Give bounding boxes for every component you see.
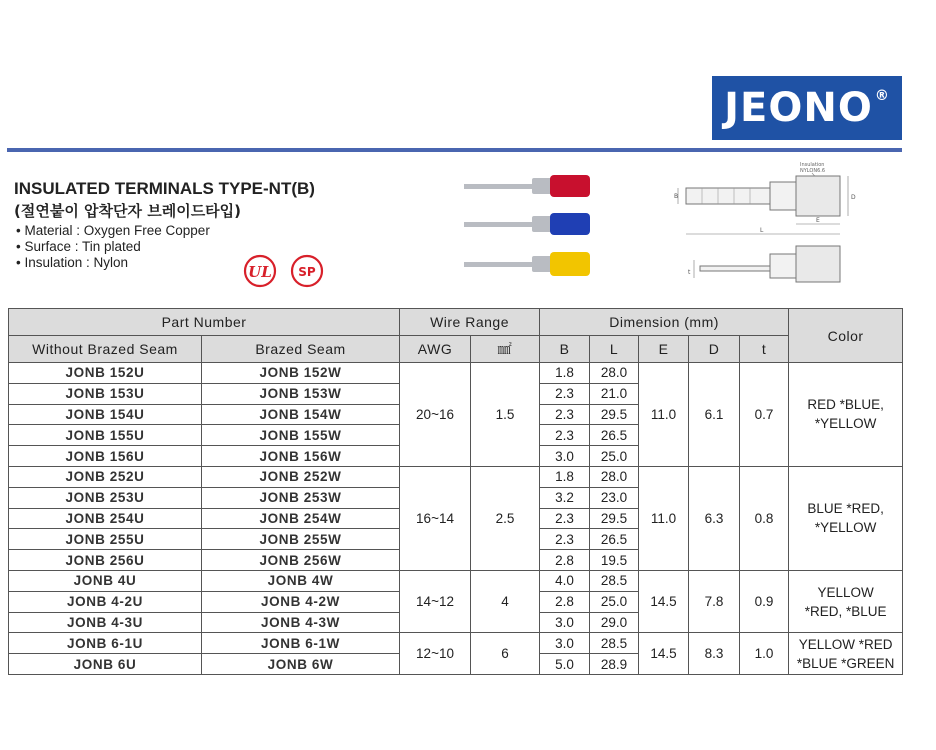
- color-line: YELLOW *RED: [798, 636, 893, 652]
- part-without-seam: JONB 256U: [9, 550, 202, 571]
- yellow-terminal-icon: [464, 252, 590, 276]
- part-without-seam: JONB 252U: [9, 466, 202, 487]
- part-without-seam: JONB 255U: [9, 529, 202, 550]
- header-b: B: [540, 336, 590, 363]
- awg-cell: 12~10: [400, 633, 471, 675]
- part-brazed-seam: JONB 155W: [202, 425, 400, 446]
- part-brazed-seam: JONB 256W: [202, 550, 400, 571]
- dim-l-cell: 29.5: [590, 508, 639, 529]
- part-without-seam: JONB 6-1U: [9, 633, 202, 654]
- part-without-seam: JONB 253U: [9, 487, 202, 508]
- part-without-seam: JONB 153U: [9, 383, 202, 404]
- table-row: [9, 466, 903, 487]
- part-without-seam: JONB 4U: [9, 570, 202, 591]
- brand-name: JEONO: [724, 85, 873, 131]
- spec-surface: • Surface : Tin plated: [16, 239, 210, 255]
- dim-l-cell: 21.0: [590, 383, 639, 404]
- brand-logo: [712, 76, 902, 140]
- header-mm2: ㎟: [471, 336, 540, 363]
- dim-b-cell: 3.0: [540, 612, 590, 633]
- dim-e-label: E: [816, 217, 820, 224]
- dim-e-cell: 14.5: [639, 633, 689, 675]
- dim-b-cell: 5.0: [540, 654, 590, 675]
- dim-b-cell: 2.3: [540, 508, 590, 529]
- part-brazed-seam: JONB 156W: [202, 446, 400, 467]
- mm2-cell: 6: [471, 633, 540, 675]
- dim-l-cell: 28.0: [590, 363, 639, 384]
- part-brazed-seam: JONB 4-2W: [202, 591, 400, 612]
- color-line: *BLUE *GREEN: [796, 655, 895, 671]
- header-rule: [7, 148, 902, 152]
- color-line: *YELLOW: [814, 520, 877, 536]
- part-brazed-seam: JONB 253W: [202, 487, 400, 508]
- terminal-photos: [462, 172, 602, 280]
- page-subtitle: (절연붙이 압착단자 브레이드타입): [14, 202, 242, 220]
- dim-l-cell: 29.5: [590, 404, 639, 425]
- dim-e-cell: 11.0: [639, 363, 689, 467]
- header-l: L: [590, 336, 639, 363]
- dim-b-cell: 3.2: [540, 487, 590, 508]
- header-e: E: [639, 336, 689, 363]
- table-row: [9, 570, 903, 591]
- color-cell: [789, 363, 903, 467]
- header-part-number: Part Number: [9, 309, 400, 336]
- part-without-seam: JONB 4-2U: [9, 591, 202, 612]
- color-line: *RED, *BLUE: [804, 603, 887, 619]
- dim-l-cell: 26.5: [590, 425, 639, 446]
- dim-b-cell: 4.0: [540, 570, 590, 591]
- dim-l-cell: 26.5: [590, 529, 639, 550]
- nylon-label: NYLON6.6: [800, 168, 826, 174]
- dim-t-label: t: [688, 269, 691, 276]
- table-row: [9, 633, 903, 654]
- dim-b-cell: 2.3: [540, 404, 590, 425]
- header-d: D: [689, 336, 740, 363]
- header-t: t: [740, 336, 789, 363]
- header-dimension: Dimension (mm): [540, 309, 789, 336]
- spec-material: • Material : Oxygen Free Copper: [16, 223, 210, 239]
- dim-b-label: B: [674, 193, 679, 200]
- dim-l-cell: 25.0: [590, 591, 639, 612]
- dim-b-cell: 3.0: [540, 446, 590, 467]
- header-color: Color: [789, 309, 903, 363]
- part-without-seam: JONB 156U: [9, 446, 202, 467]
- page-title: INSULATED TERMINALS TYPE-NT(B): [14, 179, 315, 198]
- dim-l-cell: 25.0: [590, 446, 639, 467]
- dim-b-cell: 2.8: [540, 591, 590, 612]
- registered-mark: ®: [874, 88, 890, 104]
- ul-certification-icon: [243, 254, 277, 288]
- part-without-seam: JONB 6U: [9, 654, 202, 675]
- part-brazed-seam: JONB 4-3W: [202, 612, 400, 633]
- color-line: RED *BLUE,: [807, 397, 884, 413]
- dim-b-cell: 2.3: [540, 529, 590, 550]
- part-brazed-seam: JONB 153W: [202, 383, 400, 404]
- color-line: BLUE *RED,: [807, 501, 884, 517]
- dim-l-cell: 19.5: [590, 550, 639, 571]
- awg-cell: 16~14: [400, 466, 471, 570]
- part-brazed-seam: JONB 154W: [202, 404, 400, 425]
- part-brazed-seam: JONB 254W: [202, 508, 400, 529]
- dim-e-cell: 14.5: [639, 570, 689, 632]
- red-terminal-icon: [464, 175, 590, 197]
- color-cell: [789, 570, 903, 632]
- dim-t-cell: 1.0: [740, 633, 789, 675]
- awg-cell: 20~16: [400, 363, 471, 467]
- dim-d-cell: 6.3: [689, 466, 740, 570]
- color-line: YELLOW: [817, 584, 874, 600]
- part-without-seam: JONB 4-3U: [9, 612, 202, 633]
- dim-b-cell: 1.8: [540, 363, 590, 384]
- ul-mark-text: UL: [248, 263, 272, 281]
- dim-l-cell: 28.5: [590, 570, 639, 591]
- header-wire-range: Wire Range: [400, 309, 540, 336]
- dim-l-label: L: [760, 227, 764, 234]
- part-brazed-seam: JONB 252W: [202, 466, 400, 487]
- dim-b-cell: 2.8: [540, 550, 590, 571]
- part-brazed-seam: JONB 6-1W: [202, 633, 400, 654]
- dim-d-cell: 7.8: [689, 570, 740, 632]
- dim-e-cell: 11.0: [639, 466, 689, 570]
- dimension-drawing: [672, 160, 872, 290]
- color-cell: [789, 633, 903, 675]
- dim-l-cell: 29.0: [590, 612, 639, 633]
- dim-t-cell: 0.8: [740, 466, 789, 570]
- part-brazed-seam: JONB 255W: [202, 529, 400, 550]
- dim-b-cell: 3.0: [540, 633, 590, 654]
- part-without-seam: JONB 254U: [9, 508, 202, 529]
- table-row: [9, 363, 903, 384]
- dim-l-cell: 28.0: [590, 466, 639, 487]
- dim-d-label: D: [851, 194, 856, 201]
- csa-mark-text: SP: [298, 265, 316, 279]
- mm2-cell: 4: [471, 570, 540, 632]
- blue-terminal-icon: [464, 213, 590, 235]
- mm2-cell: 1.5: [471, 363, 540, 467]
- color-cell: [789, 466, 903, 570]
- mm2-cell: 2.5: [471, 466, 540, 570]
- dim-t-cell: 0.9: [740, 570, 789, 632]
- dim-t-cell: 0.7: [740, 363, 789, 467]
- awg-cell: 14~12: [400, 570, 471, 632]
- dim-d-cell: 6.1: [689, 363, 740, 467]
- terminal-spec-table: [8, 308, 903, 675]
- dim-b-cell: 2.3: [540, 383, 590, 404]
- insulation-label: Insulation: [800, 162, 825, 168]
- header-brazed-seam: Brazed Seam: [202, 336, 400, 363]
- dim-l-cell: 28.9: [590, 654, 639, 675]
- part-without-seam: JONB 154U: [9, 404, 202, 425]
- header-awg: AWG: [400, 336, 471, 363]
- part-without-seam: JONB 152U: [9, 363, 202, 384]
- header-without-brazed-seam: Without Brazed Seam: [9, 336, 202, 363]
- part-brazed-seam: JONB 4W: [202, 570, 400, 591]
- part-brazed-seam: JONB 6W: [202, 654, 400, 675]
- dim-d-cell: 8.3: [689, 633, 740, 675]
- part-brazed-seam: JONB 152W: [202, 363, 400, 384]
- spec-insulation: • Insulation : Nylon: [16, 255, 210, 271]
- color-line: *YELLOW: [814, 416, 877, 432]
- dim-l-cell: 28.5: [590, 633, 639, 654]
- part-without-seam: JONB 155U: [9, 425, 202, 446]
- dim-b-cell: 2.3: [540, 425, 590, 446]
- spec-list: [16, 223, 210, 271]
- dim-l-cell: 23.0: [590, 487, 639, 508]
- csa-certification-icon: [290, 254, 324, 288]
- dim-b-cell: 1.8: [540, 466, 590, 487]
